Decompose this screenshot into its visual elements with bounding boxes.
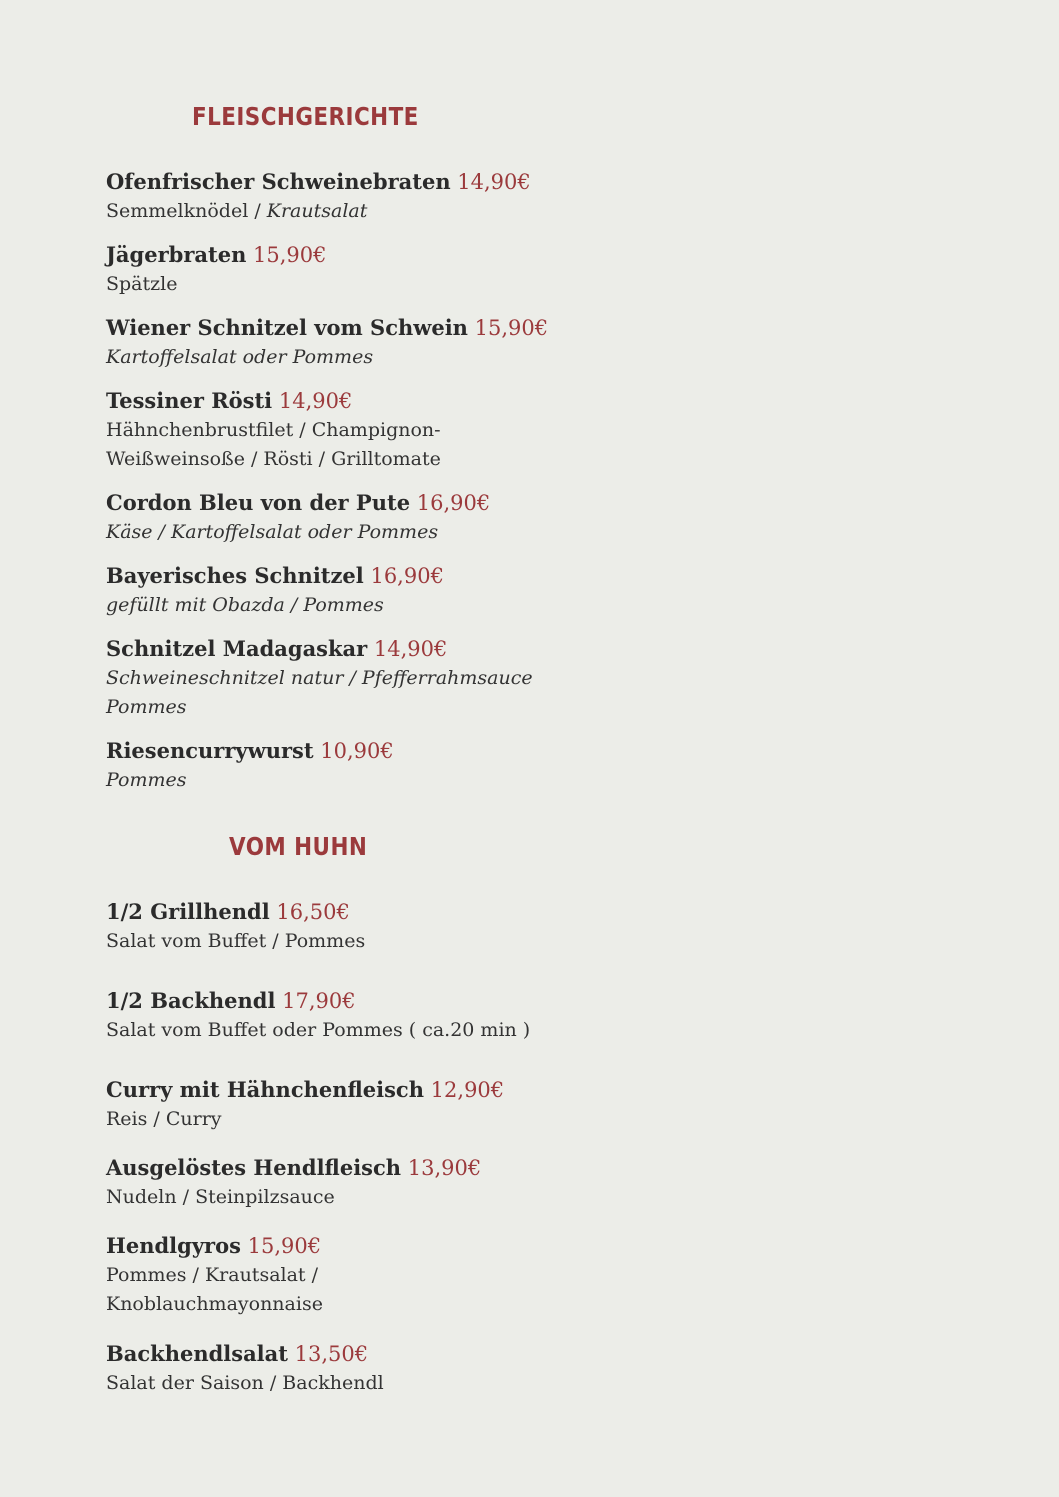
menu-item bbox=[106, 1339, 666, 1398]
section-title-vom-huhn: VOM HUHN bbox=[229, 832, 368, 861]
menu-item-header bbox=[106, 488, 666, 518]
dish-price: 14,90€ bbox=[457, 170, 531, 194]
dish-description bbox=[106, 664, 666, 693]
menu-item bbox=[106, 240, 666, 299]
description-text: Pommes / Krautsalat / bbox=[106, 1264, 318, 1286]
description-text: Weißweinsoße / Rösti / Grilltomate bbox=[106, 448, 441, 470]
menu-item bbox=[106, 488, 666, 547]
description-text: Pommes bbox=[106, 769, 187, 791]
dish-description bbox=[106, 270, 666, 299]
dish-price: 14,90€ bbox=[278, 389, 353, 413]
dish-description bbox=[106, 766, 666, 795]
dish-description bbox=[106, 518, 666, 547]
dish-name: Ausgelöstes Hendlfleisch bbox=[106, 1155, 402, 1180]
section-title-fleischgerichte: FLEISCHGERICHTE bbox=[192, 102, 419, 131]
menu-item bbox=[106, 1153, 666, 1212]
dish-name: Cordon Bleu von der Pute bbox=[106, 490, 411, 515]
dish-price: 12,90€ bbox=[430, 1078, 505, 1102]
dish-description bbox=[106, 197, 666, 226]
dish-description bbox=[106, 445, 666, 474]
dish-price: 16,90€ bbox=[370, 564, 444, 588]
menu-item-header bbox=[106, 1075, 666, 1105]
description-text: Krautsalat bbox=[266, 200, 368, 222]
dish-price: 13,90€ bbox=[407, 1156, 482, 1180]
dish-price: 15,90€ bbox=[247, 1234, 322, 1258]
menu-item-header bbox=[106, 1231, 666, 1261]
dish-price: 13,50€ bbox=[294, 1342, 369, 1366]
description-text: Salat vom Buffet / Pommes bbox=[106, 930, 366, 952]
dish-description bbox=[106, 1369, 666, 1398]
dish-description bbox=[106, 1183, 666, 1212]
dish-description bbox=[106, 693, 666, 722]
description-text: Knoblauchmayonnaise bbox=[106, 1293, 323, 1315]
menu-item bbox=[106, 1075, 666, 1134]
menu-item bbox=[106, 986, 666, 1045]
dish-description bbox=[106, 1290, 666, 1319]
description-text: Hähnchenbrustfilet / Champignon- bbox=[106, 419, 441, 441]
dish-description bbox=[106, 1105, 666, 1134]
dish-description bbox=[106, 927, 666, 956]
dish-price: 17,90€ bbox=[282, 989, 356, 1013]
menu-item bbox=[106, 897, 666, 956]
menu-item bbox=[106, 634, 666, 722]
menu-item bbox=[106, 561, 666, 620]
menu-item bbox=[106, 386, 666, 474]
dish-name: Wiener Schnitzel vom Schwein bbox=[106, 315, 468, 340]
dish-price: 16,50€ bbox=[276, 900, 350, 924]
dish-description bbox=[106, 591, 666, 620]
menu-item-header bbox=[106, 167, 666, 197]
menu-item bbox=[106, 313, 666, 372]
dish-price: 16,90€ bbox=[416, 491, 491, 515]
menu-item-header bbox=[106, 736, 666, 766]
description-text: Salat vom Buffet oder Pommes ( ca.20 min ) bbox=[106, 1019, 531, 1041]
menu-item-header bbox=[106, 897, 666, 927]
dish-name: Schnitzel Madagaskar bbox=[106, 636, 368, 661]
dish-name: Riesencurrywurst bbox=[106, 738, 314, 763]
dish-description bbox=[106, 1016, 666, 1045]
description-text: Pommes bbox=[106, 696, 187, 718]
menu-item-header bbox=[106, 634, 666, 664]
menu-item-header bbox=[106, 1339, 666, 1369]
menu-item-header bbox=[106, 1153, 666, 1183]
menu-item-header bbox=[106, 986, 666, 1016]
menu-item-header bbox=[106, 386, 666, 416]
dish-description bbox=[106, 416, 666, 445]
menu-item bbox=[106, 1231, 666, 1319]
description-text: Spätzle bbox=[106, 273, 178, 295]
dish-name: Ofenfrischer Schweinebraten bbox=[106, 169, 451, 194]
dish-price: 15,90€ bbox=[474, 316, 549, 340]
dish-name: Jägerbraten bbox=[106, 242, 247, 267]
description-text: Käse / Kartoffelsalat oder Pommes bbox=[106, 521, 439, 543]
dish-name: Bayerisches Schnitzel bbox=[106, 563, 364, 588]
dish-price: 10,90€ bbox=[320, 739, 394, 763]
dish-description bbox=[106, 1261, 666, 1290]
menu-item-header bbox=[106, 240, 666, 270]
description-text: Schweineschnitzel natur / Pfefferrahmsauce bbox=[106, 667, 533, 689]
description-text: gefüllt mit Obazda / Pommes bbox=[106, 594, 384, 616]
menu-item-header bbox=[106, 561, 666, 591]
menu-item bbox=[106, 167, 666, 226]
menu-item bbox=[106, 736, 666, 795]
dish-name: Backhendlsalat bbox=[106, 1341, 288, 1366]
dish-price: 15,90€ bbox=[253, 243, 327, 267]
dish-price: 14,90€ bbox=[373, 637, 448, 661]
description-text: Reis / Curry bbox=[106, 1108, 222, 1130]
dish-name: 1/2 Backhendl bbox=[106, 988, 276, 1013]
dish-name: 1/2 Grillhendl bbox=[106, 899, 270, 924]
description-text: Nudeln / Steinpilzsauce bbox=[106, 1186, 335, 1208]
dish-name: Hendlgyros bbox=[106, 1233, 241, 1258]
description-text: Kartoffelsalat oder Pommes bbox=[106, 346, 374, 368]
description-text: Semmelknödel / bbox=[106, 200, 267, 222]
dish-description bbox=[106, 343, 666, 372]
dish-name: Tessiner Rösti bbox=[106, 388, 273, 413]
dish-name: Curry mit Hähnchenfleisch bbox=[106, 1077, 424, 1102]
menu-item-header bbox=[106, 313, 666, 343]
description-text: Salat der Saison / Backhendl bbox=[106, 1372, 384, 1394]
